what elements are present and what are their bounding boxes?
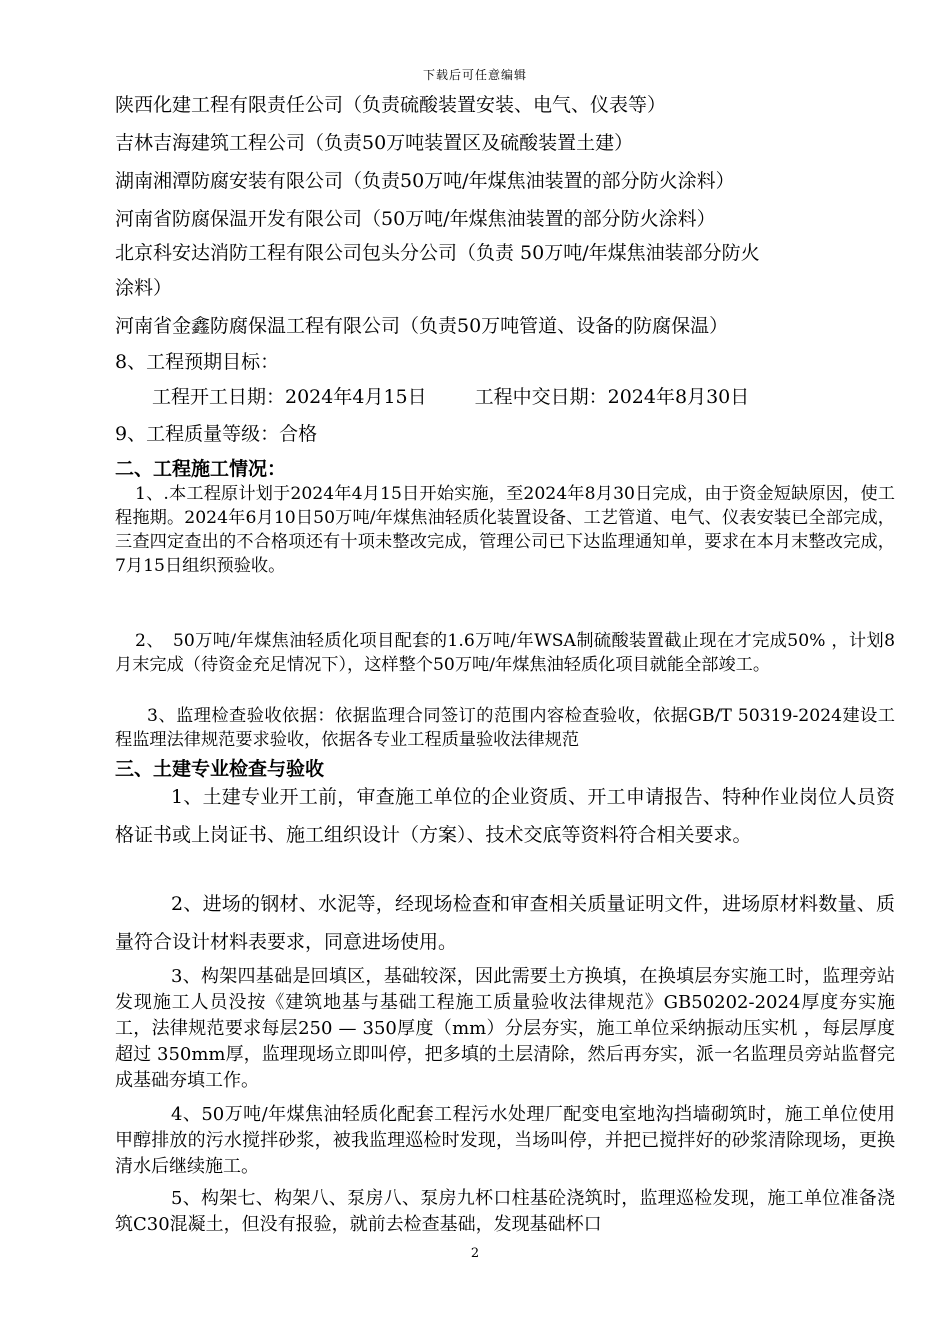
section3-para-5: 5、构架七、构架八、泵房八、泵房九杯口柱基砼浇筑时，监理巡检发现，施工单位准备浇筑C30混凝土，但没有报验，就前去检查基础，发现基础杯口	[115, 1188, 895, 1235]
handover-date: 工程中交日期：2024年8月30日	[474, 386, 750, 408]
company-line-5: 北京科安达消防工程有限公司包头分公司（负责 50万吨/年煤焦油装部分防火	[115, 242, 760, 264]
project-dates	[152, 384, 892, 410]
company-line-1: 陕西化建工程有限责任公司（负责硫酸装置安装、电气、仪表等）	[115, 94, 667, 116]
section3-para-1: 1、土建专业开工前，审查施工单位的企业资质、开工申请报告、特种作业岗位人员资格证书或上岗证书、施工组织设计（方案）、技术交底等资料符合相关要求。	[115, 786, 895, 846]
company-line-2: 吉林吉海建筑工程公司（负责50万吨装置区及硫酸装置土建）	[115, 132, 634, 154]
section2-title: 二、工程施工情况：	[115, 458, 287, 480]
company-line-7: 河南省金鑫防腐保温工程有限公司（负责50万吨管道、设备的防腐保温）	[115, 315, 729, 337]
section3-para-3: 3、构架四基础是回填区，基础较深，因此需要土方换填，在换填层夯实施工时，监理旁站发现施工人员没按《建筑地基与基础工程施工质量验收法律规范》GB50202-2024厚度夯实施工，法律规范要求每层250 — 350厚度（mm）分层夯实，施工单位采纳振动压实机 ，每层厚度超过 350mm厚，监理现场立即叫停，把多填的土层清除，然后再夯实，派一名监理员旁站监督完成基础夯填工作。	[115, 966, 895, 1091]
start-date: 工程开工日期：2024年4月15日	[152, 386, 427, 408]
section3-para-2: 2、进场的钢材、水泥等，经现场检查和审查相关质量证明文件，进场原材料数量、质量符合设计材料表要求，同意进场使用。	[115, 893, 895, 953]
item8-title: 8、工程预期目标：	[115, 351, 280, 373]
item9-quality-grade: 9、工程质量等级：合格	[115, 423, 318, 445]
company-line-3: 湖南湘潭防腐安装有限公司（负责50万吨/年煤焦油装置的部分防火涂料）	[115, 170, 735, 192]
section2-para-3: 3、监理检查验收依据：依据监理合同签订的范围内容检查验收，依据GB/T 50319-2024建设工程监理法律规范要求验收，依据各专业工程质量验收法律规范	[115, 706, 895, 750]
section3-title: 三、土建专业检查与验收	[115, 758, 325, 780]
page-number: 2	[470, 1246, 480, 1261]
section2-para-2: 2、 50万吨/年煤焦油轻质化项目配套的1.6万吨/年WSA制硫酸装置截止现在才完成50% ，计划8月末完成（待资金充足情况下），这样整个50万吨/年煤焦油轻质化项目就能全部竣工。	[115, 631, 895, 675]
section2-para-1: 1、.本工程原计划于2024年4月15日开始实施，至2024年8月30日完成，由于资金短缺原因，使工程拖期。2024年6月10日50万吨/年煤焦油轻质化装置设备、工艺管道、电气、仪表安装已全部完成，三查四定查出的不合格项还有十项未整改完成，管理公司已下达监理通知单，要求在本月末整改完成， 7月15日组织预验收。	[115, 484, 895, 576]
company-line-4: 河南省防腐保温开发有限公司（50万吨/年煤焦油装置的部分防火涂料）	[115, 208, 716, 230]
section3-para-4: 4、50万吨/年煤焦油轻质化配套工程污水处理厂配变电室地沟挡墙砌筑时，施工单位使用甲醇排放的污水搅拌砂浆，被我监理巡检时发现，当场叫停，并把已搅拌好的砂浆清除现场，更换清水后继续施工。	[115, 1104, 895, 1177]
company-line-6: 涂料）	[115, 277, 173, 299]
page-header: 下载后可任意编辑	[422, 68, 527, 82]
